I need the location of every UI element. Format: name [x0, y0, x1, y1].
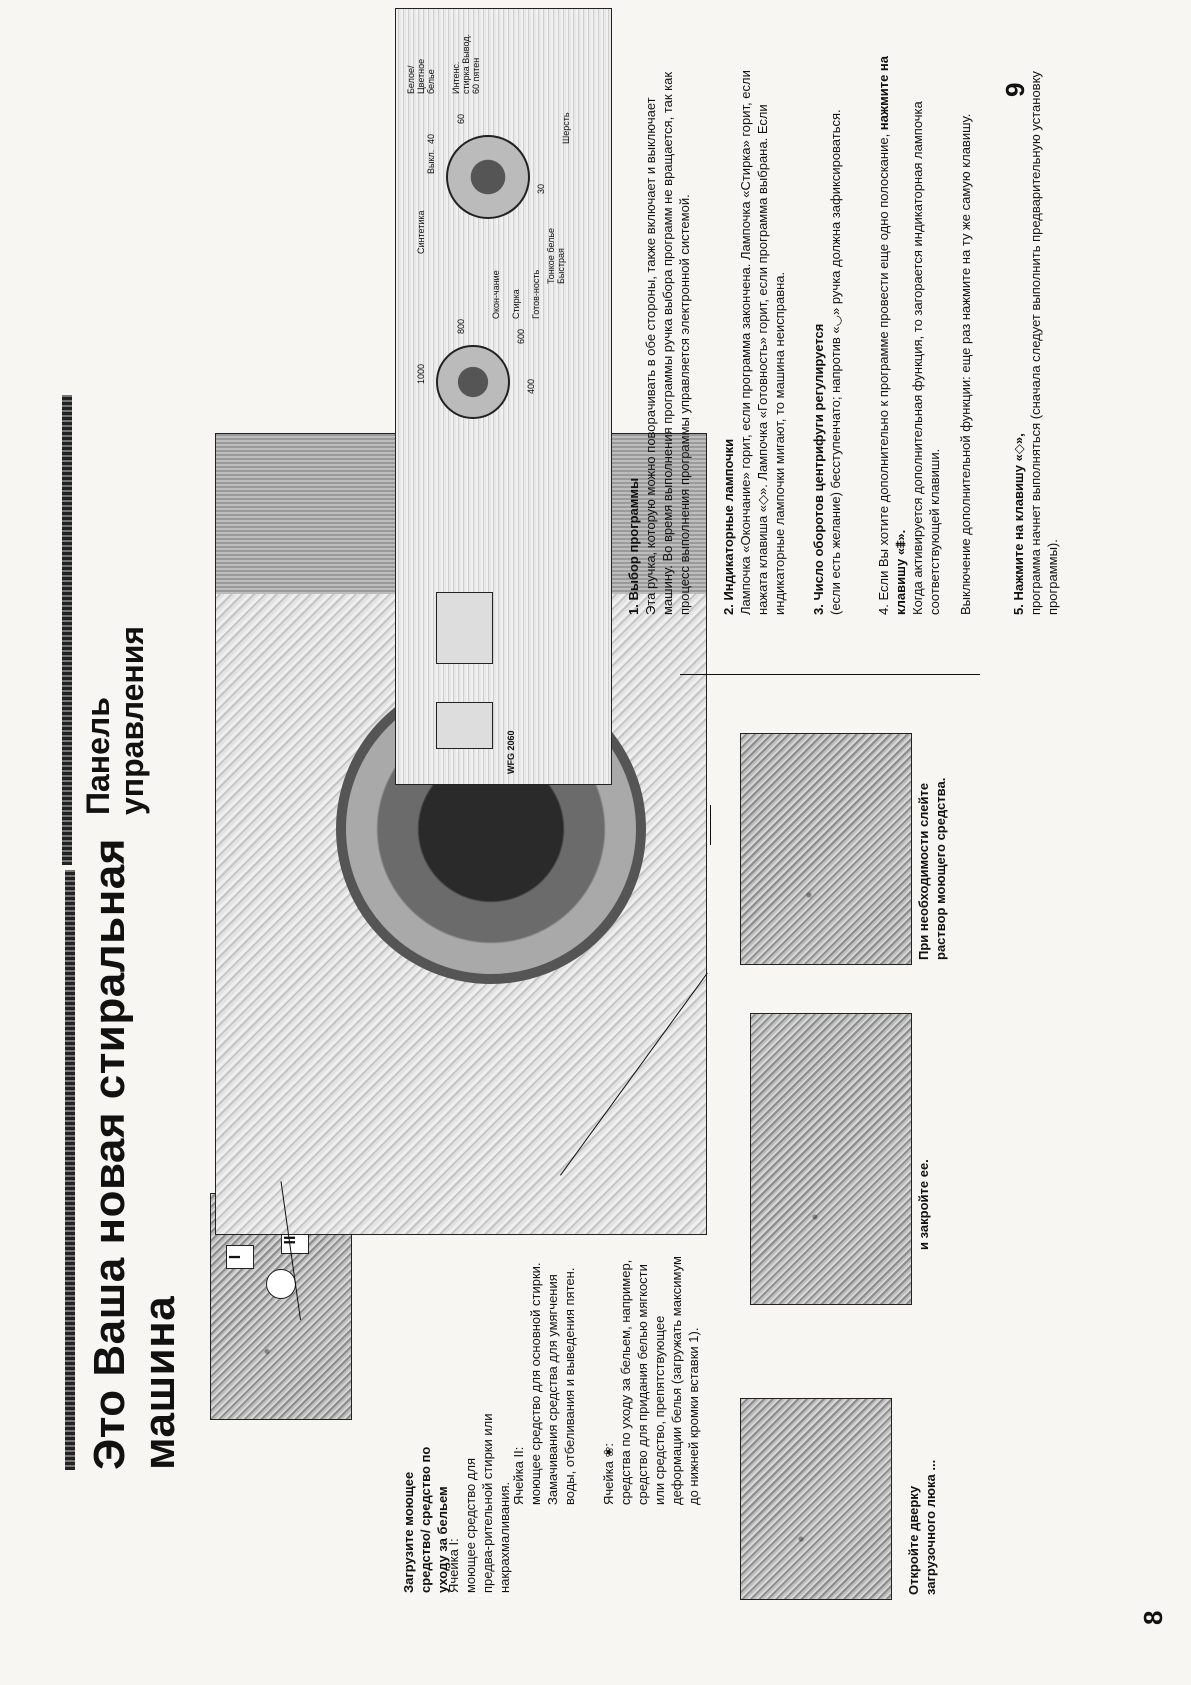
- load-heading: Загрузите моющее средство/ средство по уходу за бельем: [401, 1446, 450, 1593]
- label-intens: Интенс. стирка Вывод. 60 пятен: [451, 33, 481, 94]
- section-title-line1: Панель: [80, 697, 116, 815]
- item1-title: 1. Выбор программы: [626, 477, 641, 615]
- cell1-text: моющее средство для предва-рительной стирки или накрахмаливания.: [463, 1413, 512, 1593]
- temp-40: 40: [426, 133, 436, 144]
- section-title-line2: управления: [114, 625, 150, 815]
- page-number-left: 8: [1138, 1610, 1168, 1625]
- start-button[interactable]: [436, 702, 493, 749]
- label-sherst: Шерсть: [561, 112, 571, 144]
- detergent-caption: При необходимости слейте раствор моющего средства.: [916, 777, 948, 960]
- cell-label-2: II: [281, 1226, 309, 1254]
- item3-text: (если есть желание) бесступенчато; напротив «◡» ручка должна зафиксироваться.: [828, 109, 843, 615]
- item5-text: программа начнет выполняться (сначала следует выполнить предварительную установку программы).: [1028, 71, 1060, 615]
- item3-title: 3. Число оборотов центрифуги регулируется: [811, 323, 826, 615]
- item4-text-a: 4. Если Вы хотите дополнительно к программе провести еще одно полоскание,: [876, 133, 891, 615]
- photo-drain-filter: [740, 733, 912, 965]
- cell3-title: Ячейка ❀:: [601, 1443, 616, 1505]
- photo-close-door: [750, 1013, 912, 1305]
- rpm-600: 600: [516, 328, 526, 344]
- label-beloe: Белое/Цветное белье: [406, 58, 436, 94]
- cell2-text: моющее средство для основной стирки. Замачивания средства для умягчения воды, отбеливания и выведения пятен.: [528, 1262, 577, 1505]
- item2-text: Лампочка «Окончание» горит, если программа закончена. Лампочка «Стирка» горит, если нажата клавиша «◇». Лампочка «Готовность» горит, если программа выбрана. Если индикаторные лампочки мигают, то машина неисправна.: [738, 70, 787, 615]
- item-5-block: [1010, 55, 1075, 615]
- item-4-block: [875, 55, 988, 615]
- item1-text: Эта ручка, которую можно поворачивать в обе стороны, также включает и выключает машину. Во время выполнения программы ручка выбора программ не вращается, так как процесс выполнения программы управляется электронной системой.: [643, 71, 692, 615]
- item2-title: 2. Индикаторные лампочки: [721, 438, 736, 615]
- program-knob[interactable]: [446, 135, 530, 219]
- temp-60: 60: [456, 113, 466, 124]
- lamp-stirka: Стирка: [511, 289, 521, 319]
- item4-text-b: Когда активируется дополнительная функция, то загорается индикаторная лампочка соответствующей клавиши.: [910, 101, 942, 615]
- label-vykl: Выкл.: [426, 149, 436, 174]
- title-rule-left: [65, 870, 75, 1470]
- item5-title: 5. Нажмите на клавишу «◇»,: [1011, 433, 1026, 615]
- cell1-title: Ячейка I:: [446, 1538, 461, 1593]
- page-number-right: 9: [1000, 82, 1030, 97]
- spin-knob[interactable]: [436, 345, 510, 419]
- item4-text-c: Выключение дополнительной функции: еще раз нажмите на ту же самую клавишу.: [958, 113, 973, 615]
- cell3-text: средства по уходу за бельем, например, средство для придания белью мягкости или средство, препятствующее деформации белья (загружать максимум до нижней кромки вставки 1).: [618, 1256, 701, 1505]
- temp-30: 30: [536, 183, 546, 194]
- rpm-1000: 1000: [416, 363, 426, 384]
- photo-open-door: [740, 1398, 892, 1600]
- item-2-block: [720, 55, 802, 615]
- open-door-caption: Откройте дверку загрузочного люка ...: [906, 1459, 938, 1595]
- label-tonkoe: Тонкое белье Быстрая: [546, 227, 566, 284]
- cell2-title: Ячейка II:: [511, 1446, 526, 1505]
- close-door-caption: и закройте ее.: [916, 1159, 931, 1250]
- control-panel-drawing: [395, 8, 612, 785]
- cell-label-1: I: [226, 1245, 254, 1269]
- item-3-block: [810, 55, 858, 615]
- rpm-800: 800: [456, 318, 466, 334]
- page-title-line2: машина: [135, 1295, 184, 1470]
- item4-bold: нажмите на клавишу «⩨».: [876, 55, 908, 615]
- model-label: WFG 2060: [506, 730, 516, 774]
- flower-icon: [266, 1269, 296, 1299]
- title-rule-right: [62, 395, 72, 865]
- lamp-gotovnost: Готов-ность: [531, 269, 541, 319]
- item-1-block: [625, 55, 707, 615]
- callout-line: [710, 805, 711, 845]
- label-sintetika: Синтетика: [416, 210, 426, 254]
- callout-line: [680, 674, 980, 675]
- rpm-400: 400: [526, 378, 536, 394]
- page-title-line1: Это Ваша новая стиральная: [85, 838, 134, 1470]
- cell-3-text-block: [600, 1245, 716, 1505]
- lamp-okonchanie: Окон-чание: [491, 270, 501, 319]
- rinse-button[interactable]: [436, 592, 493, 664]
- cell-2-text-block: [510, 1245, 592, 1505]
